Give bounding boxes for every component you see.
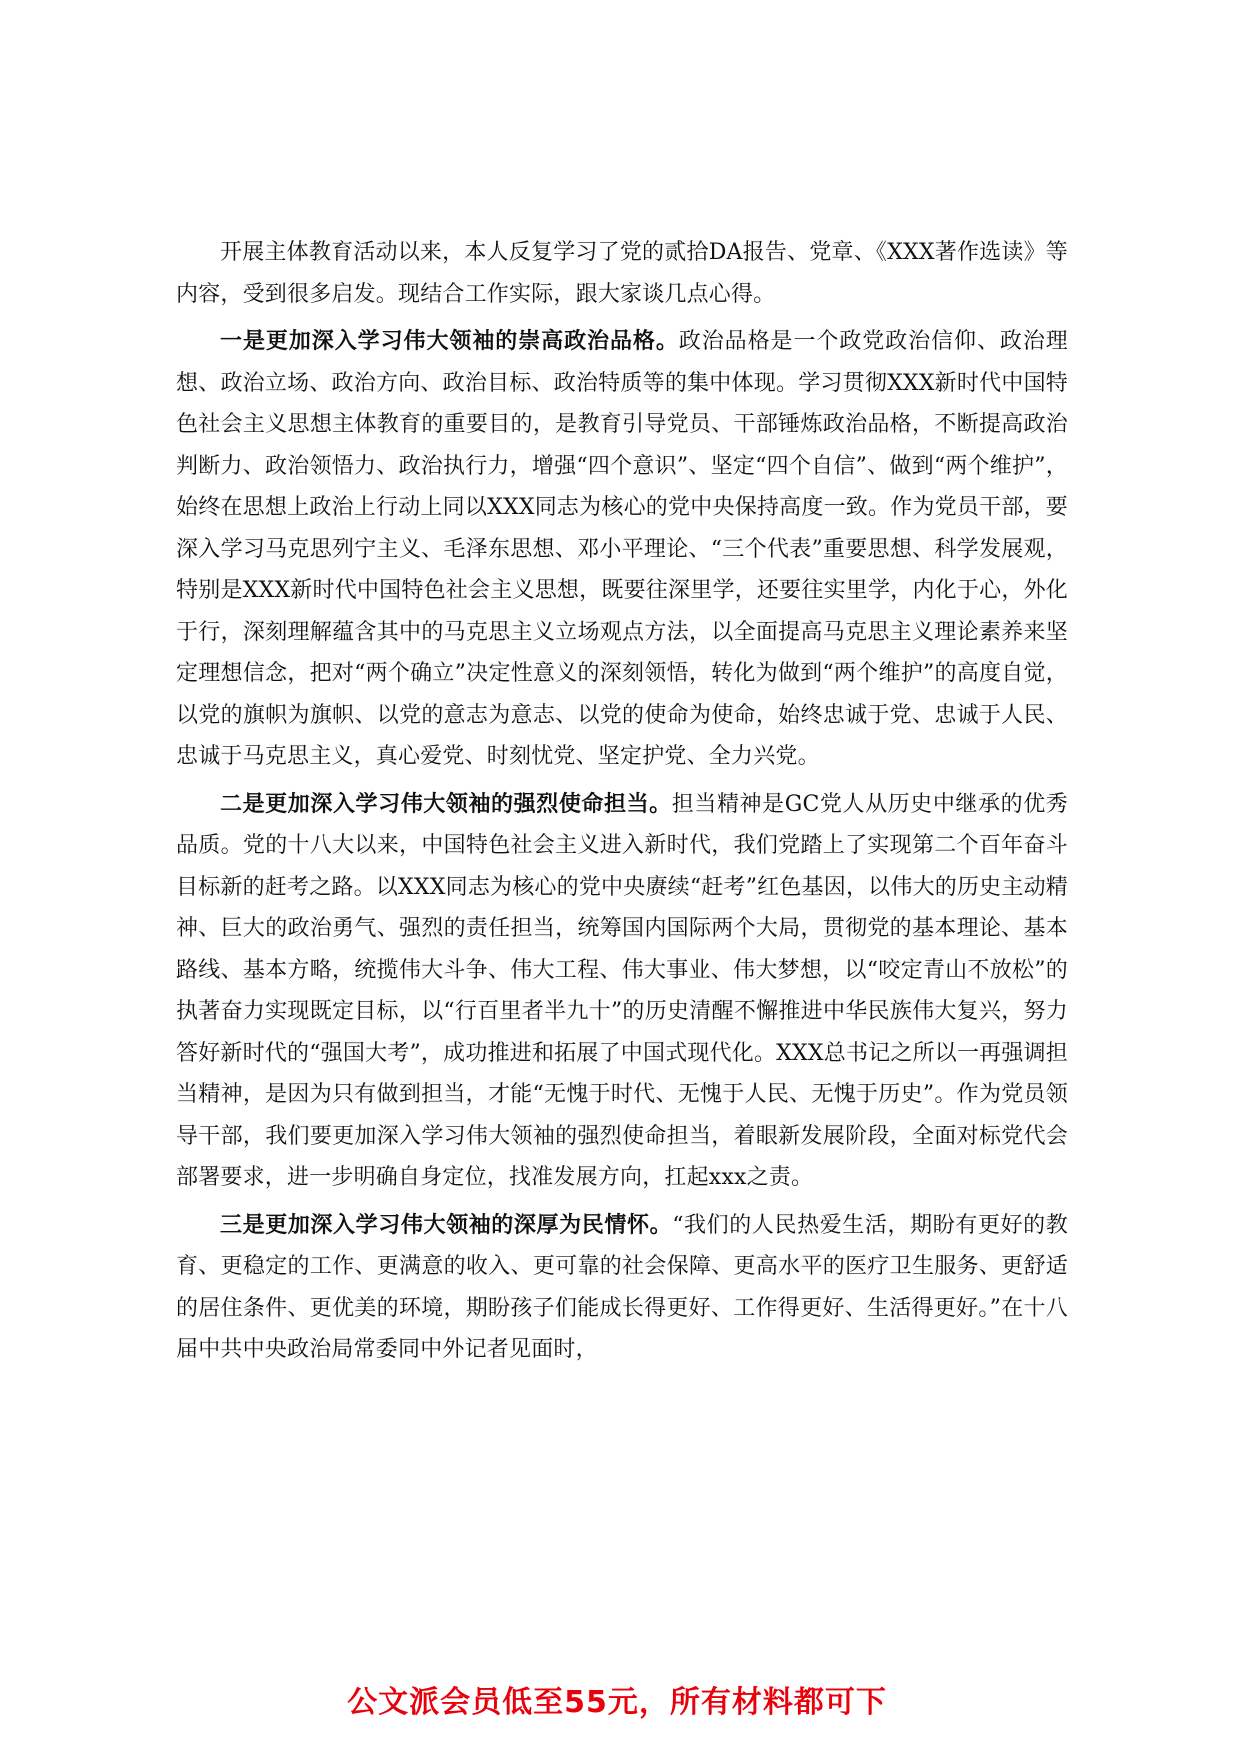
document-body bbox=[176, 232, 1068, 1377]
paragraph-text: 担当精神是GC党人从历史中继承的优秀品质。党的十八大以来，中国特色社会主义进入新时代，我们党踏上了实现第二个百年奋斗目标新的赶考之路。以XXX同志为核心的党中央赓续“赶考”红色基因，以伟大的历史主动精神、巨大的政治勇气、强烈的责任担当，统筹国内国际两个大局，贯彻党的基本理论、基本路线、基本方略，统揽伟大斗争、伟大工程、伟大事业、伟大梦想，以“咬定青山不放松”的执著奋力实现既定目标，以“行百里者半九十”的历史清醒不懈推进中华民族伟大复兴，努力答好新时代的“强国大考”，成功推进和拓展了中国式现代化。XXX总书记之所以一再强调担当精神，是因为只有做到担当，才能“无愧于时代、无愧于人民、无愧于历史”。作为党员领导干部，我们要更加深入学习伟大领袖的强烈使命担当，着眼新发展阶段，全面对标党代会部署要求，进一步明确自身定位，找准发展方向，扛起xxx之责。 bbox=[176, 791, 1068, 1190]
paragraph-text: 政治品格是一个政党政治信仰、政治理想、政治立场、政治方向、政治目标、政治特质等的集中体现。学习贯彻XXX新时代中国特色社会主义思想主体教育的重要目的，是教育引导党员、干部锤炼政治品格，不断提高政治判断力、政治领悟力、政治执行力，增强“四个意识”、坚定“四个自信”、做到“两个维护”，始终在思想上政治上行动上同以XXX同志为核心的党中央保持高度一致。作为党员干部，要深入学习马克思列宁主义、毛泽东思想、邓小平理论、“三个代表”重要思想、科学发展观，特别是XXX新时代中国特色社会主义思想，既要往深里学，还要往实里学，内化于心，外化于行，深刻理解蕴含其中的马克思主义立场观点方法，以全面提高马克思主义理论素养来坚定理想信念，把对“两个确立”决定性意义的深刻领悟，转化为做到“两个维护”的高度自觉，以党的旗帜为旗帜、以党的意志为意志、以党的使命为使命，始终忠诚于党、忠诚于人民、忠诚于马克思主义，真心爱党、时刻忧党、坚定护党、全力兴党。 bbox=[176, 329, 1068, 769]
paragraph-text: 开展主体教育活动以来，本人反复学习了党的贰拾DA报告、党章、《XXX著作选读》等内容，受到很多启发。现结合工作实际，跟大家谈几点心得。 bbox=[176, 240, 1068, 307]
paragraph-text: “我们的人民热爱生活，期盼有更好的教育、更稳定的工作、更满意的收入、更可靠的社会保障、更高水平的医疗卫生服务、更舒适的居住条件、更优美的环境，期盼孩子们能成长得更好、工作得更好、生活得更好。”在十八届中共中央政治局常委同中外记者见面时， bbox=[176, 1212, 1068, 1362]
paragraph-political-character bbox=[176, 321, 1068, 778]
paragraph-heading: 三是更加深入学习伟大领袖的深厚为民情怀。 bbox=[220, 1211, 673, 1238]
paragraph-intro bbox=[176, 232, 1068, 315]
paragraph-heading: 一是更加深入学习伟大领袖的崇高政治品格。 bbox=[220, 328, 679, 354]
paragraph-people-sentiment bbox=[176, 1205, 1068, 1371]
paragraph-mission-responsibility bbox=[176, 784, 1068, 1199]
paragraph-heading: 二是更加深入学习伟大领袖的强烈使命担当。 bbox=[220, 790, 672, 817]
promo-banner: 公文派会员低至55元，所有材料都可下 bbox=[347, 1685, 887, 1720]
